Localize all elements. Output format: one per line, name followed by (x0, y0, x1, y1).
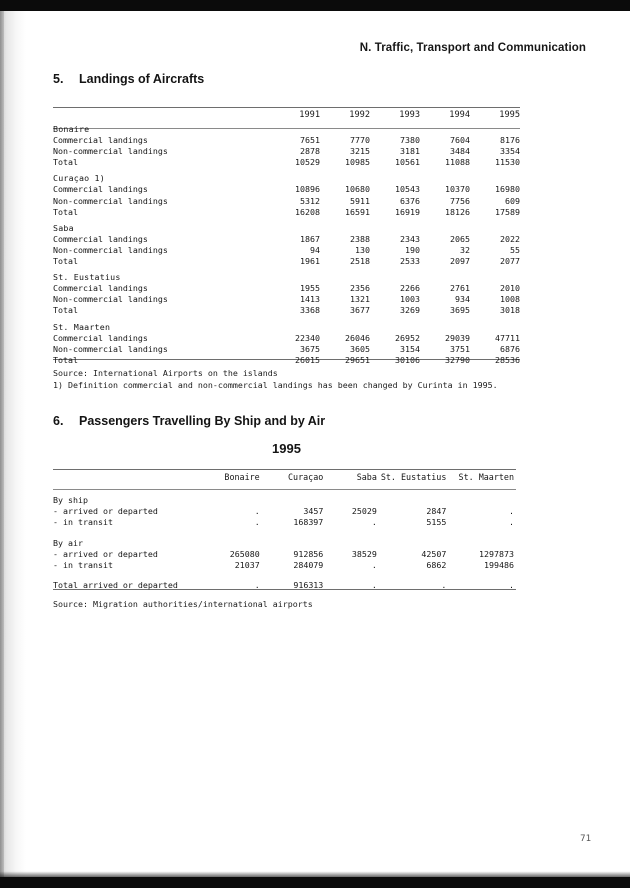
page-sheet (26, 11, 630, 877)
table2-col-st-eustatius: St. Eustatius (380, 472, 447, 482)
cell: 3751 (450, 343, 470, 354)
cell: 6876 (500, 343, 520, 354)
row-label: Non-commercial landings (53, 244, 168, 255)
table-row-total (53, 580, 516, 591)
cell: 55 (510, 244, 520, 255)
cell: 2388 (350, 233, 370, 244)
cell: 2097 (450, 256, 470, 267)
cell: 26952 (395, 332, 420, 343)
cell: 10370 (445, 184, 470, 195)
cell: 3181 (400, 146, 420, 157)
table-row (53, 506, 516, 517)
table-row (53, 317, 520, 333)
cell: 3675 (300, 343, 320, 354)
cell: 7604 (450, 135, 470, 146)
cell: 2065 (450, 233, 470, 244)
cell: 1867 (300, 233, 320, 244)
page-number: 71 (580, 834, 591, 844)
cell: 10896 (295, 184, 320, 195)
table-row (53, 218, 520, 234)
row-label: Non-commercial landings (53, 343, 168, 354)
section-6-title: Passengers Travelling By Ship and by Air (79, 414, 326, 428)
table1-source: Source: International Airports on the islands (53, 368, 278, 378)
cell: 6862 (426, 560, 447, 571)
cell: 3154 (400, 343, 420, 354)
cell: . (441, 580, 447, 591)
cell: 30106 (395, 354, 420, 365)
table-row (53, 245, 520, 256)
cell: 2518 (350, 256, 370, 267)
cell: 3018 (500, 305, 520, 316)
table1-top-rule (53, 107, 520, 108)
cell: . (254, 506, 260, 517)
cell: 16919 (395, 206, 420, 217)
row-label: - arrived or departed (53, 506, 158, 517)
running-head: N. Traffic, Transport and Communication (359, 42, 586, 54)
row-label: Non-commercial landings (53, 146, 168, 157)
landings-of-aircrafts-table (53, 110, 520, 366)
table-row (53, 344, 520, 355)
cell: 5312 (300, 195, 320, 206)
table-row (53, 196, 520, 207)
table-row (53, 355, 520, 366)
table-row (53, 333, 520, 344)
row-label: Total arrived or departed (53, 580, 178, 591)
cell: 2010 (500, 283, 520, 294)
cell: 25029 (351, 506, 377, 517)
table2-col-saba: Saba (356, 472, 377, 482)
cell: 3484 (450, 146, 470, 157)
cell: 130 (355, 244, 370, 255)
cell: 10561 (395, 157, 420, 168)
cell: 1321 (350, 294, 370, 305)
passengers-travelling-table (53, 472, 516, 591)
cell: 168397 (293, 517, 324, 528)
cell: 18126 (445, 206, 470, 217)
cell: 2077 (500, 256, 520, 267)
table1-header-row (53, 110, 520, 123)
row-label: Total (53, 256, 78, 267)
cell: 6376 (400, 195, 420, 206)
table-row (53, 157, 520, 168)
cell: 265080 (229, 548, 260, 559)
table1-col-1995: 1995 (499, 110, 520, 120)
table-row (53, 146, 520, 157)
section-5-title: Landings of Aircrafts (79, 72, 205, 86)
table-row (53, 549, 516, 560)
cell: . (371, 580, 377, 591)
cell: 190 (405, 244, 420, 255)
table2-spacer (53, 571, 516, 580)
cell: 16208 (295, 206, 320, 217)
cell: 7380 (400, 135, 420, 146)
cell: 3677 (350, 305, 370, 316)
group-name-by-air: By air (53, 537, 83, 548)
cell: 3354 (500, 146, 520, 157)
row-label: Non-commercial landings (53, 195, 168, 206)
row-label: Total (53, 305, 78, 316)
cell: 16591 (345, 206, 370, 217)
cell: 2761 (450, 283, 470, 294)
cell: 2878 (300, 146, 320, 157)
table-row (53, 283, 520, 294)
cell: 8176 (500, 135, 520, 146)
cell: 29039 (445, 332, 470, 343)
table2-col-bonaire: Bonaire (224, 472, 260, 482)
group-name-saba: Saba (53, 222, 74, 233)
cell: 47711 (495, 332, 520, 343)
table2-spacer (53, 486, 516, 495)
table-row (53, 234, 520, 245)
cell: . (371, 560, 377, 571)
cell: 934 (455, 294, 470, 305)
cell: 29651 (345, 354, 370, 365)
table-row (53, 495, 516, 506)
section-6-number: 6. (53, 414, 64, 428)
cell: . (254, 517, 260, 528)
table-row (53, 207, 520, 218)
cell: 11530 (495, 157, 520, 168)
table-row (53, 256, 520, 267)
cell: 284079 (293, 560, 324, 571)
group-name-bonaire: Bonaire (53, 124, 90, 134)
table2-source: Source: Migration authorities/international airports (53, 599, 313, 609)
cell: 3368 (300, 305, 320, 316)
cell: 2022 (500, 233, 520, 244)
row-label: Commercial landings (53, 135, 148, 146)
cell: 5155 (426, 517, 447, 528)
row-label: - in transit (53, 560, 113, 571)
group-name-st-eustatius: St. Eustatius (53, 272, 121, 283)
table1-footnote: 1) Definition commercial and non-commercial landings has been changed by Curinta in 1995. (53, 380, 498, 390)
cell: 1955 (300, 283, 320, 294)
row-label: Total (53, 354, 78, 365)
section-5-heading (53, 72, 204, 86)
cell: 2266 (400, 283, 420, 294)
cell: 3457 (303, 506, 324, 517)
row-label: Commercial landings (53, 283, 148, 294)
cell: 7770 (350, 135, 370, 146)
cell: 26046 (345, 332, 370, 343)
cell: 94 (310, 244, 320, 255)
cell: 3215 (350, 146, 370, 157)
scan-top-edge (0, 0, 630, 11)
row-label: Total (53, 206, 78, 217)
cell: 1413 (300, 294, 320, 305)
cell: . (509, 506, 514, 517)
cell: 912856 (293, 548, 324, 559)
table-row (53, 168, 520, 184)
row-label: - arrived or departed (53, 548, 158, 559)
cell: 3269 (400, 305, 420, 316)
table-row (53, 123, 520, 135)
cell: . (254, 580, 260, 591)
table2-col-curacao: Curaçao (288, 472, 324, 482)
table-row (53, 560, 516, 571)
table-row (53, 184, 520, 195)
cell: 609 (505, 195, 520, 206)
cell: . (509, 580, 514, 591)
section-6-heading (53, 414, 325, 428)
table1-col-1991: 1991 (299, 110, 320, 120)
table-row (53, 294, 520, 305)
cell: 17589 (495, 206, 520, 217)
cell: 1003 (400, 294, 420, 305)
cell: 10543 (395, 184, 420, 195)
cell: 1008 (500, 294, 520, 305)
row-label: Commercial landings (53, 332, 148, 343)
section-5-number: 5. (53, 72, 64, 86)
cell: 199486 (484, 560, 514, 571)
table2-col-st-maarten: St. Maarten (458, 472, 514, 482)
table-row (53, 517, 516, 528)
row-label: - in transit (53, 517, 113, 528)
cell: 5911 (350, 195, 370, 206)
cell: 2847 (426, 506, 447, 517)
cell: 38529 (351, 548, 377, 559)
cell: 916313 (293, 580, 324, 591)
row-label: Commercial landings (53, 233, 148, 244)
cell: . (509, 517, 514, 528)
cell: 32790 (445, 354, 470, 365)
cell: 7651 (300, 135, 320, 146)
table-row (53, 305, 520, 316)
cell: 22340 (295, 332, 320, 343)
table2-year-title: 1995 (272, 441, 301, 456)
table-row (53, 538, 516, 549)
cell: 2343 (400, 233, 420, 244)
cell: 32 (460, 244, 470, 255)
cell: 1297873 (479, 548, 514, 559)
cell: 26015 (295, 354, 320, 365)
cell: 3605 (350, 343, 370, 354)
cell: 16980 (495, 184, 520, 195)
cell: . (371, 517, 377, 528)
cell: 1961 (300, 256, 320, 267)
cell: 3695 (450, 305, 470, 316)
group-name-curacao: Curaçao 1) (53, 173, 105, 184)
cell: 28536 (495, 354, 520, 365)
table1-col-1993: 1993 (399, 110, 420, 120)
cell: 10985 (345, 157, 370, 168)
cell: 11088 (445, 157, 470, 168)
scan-left-edge (0, 11, 4, 877)
table-row (53, 135, 520, 146)
cell: 7756 (450, 195, 470, 206)
table1-col-1994: 1994 (449, 110, 470, 120)
table1-col-1992: 1992 (349, 110, 370, 120)
table2-top-rule (53, 469, 516, 470)
cell: 21037 (234, 560, 260, 571)
cell: 42507 (421, 548, 447, 559)
table2-header-row (53, 472, 516, 486)
row-label: Non-commercial landings (53, 294, 168, 305)
cell: 10680 (345, 184, 370, 195)
table2-spacer (53, 529, 516, 538)
cell: 2533 (400, 256, 420, 267)
table-row (53, 267, 520, 283)
cell: 10529 (295, 157, 320, 168)
row-label: Commercial landings (53, 184, 148, 195)
scan-bottom-edge (0, 877, 630, 888)
cell: 2356 (350, 283, 370, 294)
group-name-st-maarten: St. Maarten (53, 321, 111, 332)
group-name-by-ship: By ship (53, 495, 88, 505)
row-label: Total (53, 157, 78, 168)
